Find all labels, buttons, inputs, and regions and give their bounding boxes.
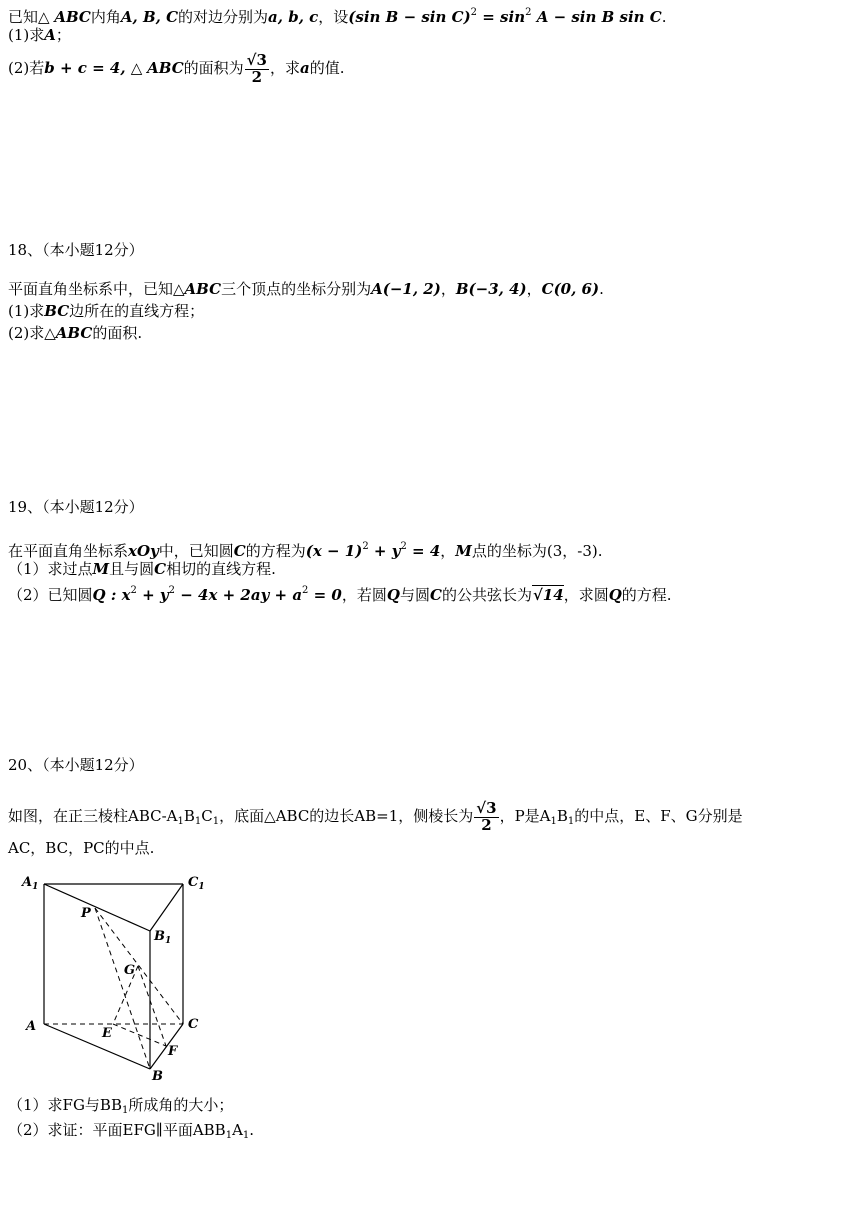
text: . xyxy=(249,1121,255,1139)
q17-statement xyxy=(8,2,667,28)
text: ，求 xyxy=(269,59,300,77)
text: 的公共弦长为 xyxy=(441,586,532,604)
edge-b1-c1 xyxy=(150,884,183,931)
text: 的方程. xyxy=(621,586,672,604)
superscript: 2 xyxy=(302,585,309,596)
math-sqrt: √14 xyxy=(532,586,564,604)
q18-part1 xyxy=(8,300,204,322)
label-c1: $C_1$ xyxy=(188,875,205,892)
math: Q xyxy=(386,586,400,604)
denominator: 2 xyxy=(481,815,492,834)
superscript: 2 xyxy=(362,541,369,552)
text: C xyxy=(201,807,213,825)
prism-figure xyxy=(18,872,218,1082)
superscript: 2 xyxy=(400,541,407,552)
fraction xyxy=(245,50,269,86)
edge-b-c xyxy=(150,1024,183,1069)
text: 的方程为 xyxy=(245,542,306,560)
math: BC xyxy=(44,302,70,320)
text: 相切的直线方程. xyxy=(166,560,276,578)
math: (sin B − sin C) xyxy=(348,8,471,26)
q20-statement-cont: AC，BC，PC的中点. xyxy=(8,839,155,857)
text: (1)求 xyxy=(8,302,45,320)
math: = sin xyxy=(477,8,526,26)
edge-a1-b1 xyxy=(44,884,150,931)
label-c: C xyxy=(188,1017,199,1032)
text: （1）求过点 xyxy=(8,560,93,578)
label-e: E xyxy=(102,1026,112,1041)
text: 平面直角坐标系中，已知△ xyxy=(8,280,185,298)
text: 已知△ xyxy=(8,8,55,26)
text: 点的坐标为(3，-3). xyxy=(471,542,603,560)
math: M xyxy=(92,560,110,578)
q19-part1 xyxy=(8,558,276,580)
q20-part2 xyxy=(8,1119,254,1147)
subscript: 1 xyxy=(225,1130,233,1141)
text: （1）求FG与BB xyxy=(8,1096,122,1114)
text: （2）求证：平面EFG∥平面ABB xyxy=(8,1121,226,1139)
text: （2）已知圆 xyxy=(8,586,93,604)
q20-part1 xyxy=(8,1094,233,1122)
math: Q xyxy=(608,586,622,604)
text: 与圆 xyxy=(399,586,430,604)
q20-header: 20、（本小题12分） xyxy=(8,756,144,774)
math: A − sin B sin C xyxy=(531,8,662,26)
denominator: 2 xyxy=(251,67,263,86)
subscript: 1 xyxy=(212,816,220,827)
text: 的中点，E、F、G分别是 xyxy=(574,807,743,825)
subscript: 1 xyxy=(550,816,557,827)
label-f: F xyxy=(168,1044,178,1059)
label-b: B xyxy=(152,1069,163,1082)
superscript: 2 xyxy=(525,7,532,18)
label-a: A xyxy=(26,1019,37,1034)
text: B xyxy=(183,807,195,825)
subscript: 1 xyxy=(177,816,184,827)
q18-statement xyxy=(8,278,604,300)
superscript: 2 xyxy=(470,7,478,18)
superscript: 2 xyxy=(130,585,137,596)
text: 三个顶点的坐标分别为 xyxy=(221,280,372,298)
q17-part2 xyxy=(8,48,344,88)
math: Q : x xyxy=(92,586,131,604)
math: (x − 1) xyxy=(305,542,363,560)
text: 内角 xyxy=(90,8,121,26)
math: ABC xyxy=(55,324,93,342)
edge-a-b xyxy=(44,1024,150,1069)
text: ， xyxy=(526,280,542,298)
math: A, B, C xyxy=(120,8,179,26)
math: C xyxy=(233,542,246,560)
numerator: √3 xyxy=(476,798,497,817)
math: + y xyxy=(368,542,401,560)
text: 的面积. xyxy=(92,324,143,342)
math: B(−3, 4) xyxy=(455,280,527,298)
edge-e-f xyxy=(113,1024,166,1046)
label-a1: $A_1$ xyxy=(22,875,39,892)
text: (2)若 xyxy=(8,59,45,77)
math: C xyxy=(154,560,167,578)
math: M xyxy=(455,542,472,560)
math: a xyxy=(299,59,310,77)
text: ，P是A xyxy=(499,807,551,825)
edge-g-f xyxy=(138,966,166,1046)
text: . xyxy=(661,8,667,26)
text: ； xyxy=(55,26,71,44)
q20-statement xyxy=(8,796,743,842)
numerator: √3 xyxy=(246,50,267,69)
text: 的值. xyxy=(309,59,345,77)
subscript: 1 xyxy=(242,1130,250,1141)
q19-part2 xyxy=(8,580,672,606)
text: ，若圆 xyxy=(341,586,387,604)
q17-part1 xyxy=(8,24,71,46)
text: 边所在的直线方程； xyxy=(69,302,205,320)
fraction xyxy=(474,798,498,834)
label-b1: $B_1$ xyxy=(154,929,172,946)
text: ，求圆 xyxy=(563,586,609,604)
math: C(0, 6) xyxy=(541,280,600,298)
edge-p-c xyxy=(95,908,183,1024)
text: . xyxy=(599,280,604,298)
q18-part2 xyxy=(8,322,142,344)
text: 如图，在正三棱柱ABC-A xyxy=(8,807,178,825)
text: (1)求 xyxy=(8,26,45,44)
text: ，设 xyxy=(318,8,349,26)
text: ， xyxy=(440,280,456,298)
math: = 0 xyxy=(308,586,342,604)
subscript: 1 xyxy=(121,1105,129,1116)
math: = 4 xyxy=(406,542,441,560)
math: C xyxy=(429,586,442,604)
text: B xyxy=(556,807,568,825)
text: 中，已知圆 xyxy=(158,542,234,560)
text: 且与圆 xyxy=(109,560,155,578)
text: 的对边分别为 xyxy=(178,8,269,26)
text: △ xyxy=(130,59,148,77)
math: − 4x + 2ay + a xyxy=(175,586,303,604)
subscript: 1 xyxy=(567,816,575,827)
text: A xyxy=(232,1121,243,1139)
math: b + c = 4, xyxy=(44,59,131,77)
label-p: P xyxy=(81,906,91,921)
q19-header: 19、（本小题12分） xyxy=(8,498,144,516)
superscript: 2 xyxy=(168,585,176,596)
math: A(−1, 2) xyxy=(371,280,441,298)
math: ABC xyxy=(184,280,222,298)
text: 的面积为 xyxy=(183,59,244,77)
text: 在平面直角坐标系 xyxy=(8,542,129,560)
math: + y xyxy=(136,586,169,604)
math: a, b, c xyxy=(268,8,319,26)
math: ABC xyxy=(54,8,91,26)
label-g: G xyxy=(124,963,136,978)
subscript: 1 xyxy=(194,816,202,827)
prism-diagram xyxy=(18,872,218,1082)
math: A xyxy=(44,26,56,44)
q18-header: 18、（本小题12分） xyxy=(8,241,144,259)
text: (2)求△ xyxy=(8,324,56,342)
text: ， xyxy=(440,542,456,560)
math: ABC xyxy=(147,59,184,77)
edge-p-b xyxy=(95,908,150,1069)
text: ，底面△ABC的边长AB=1，侧棱长为 xyxy=(219,807,474,825)
math: xOy xyxy=(128,542,159,560)
text: 所成角的大小； xyxy=(128,1096,234,1114)
